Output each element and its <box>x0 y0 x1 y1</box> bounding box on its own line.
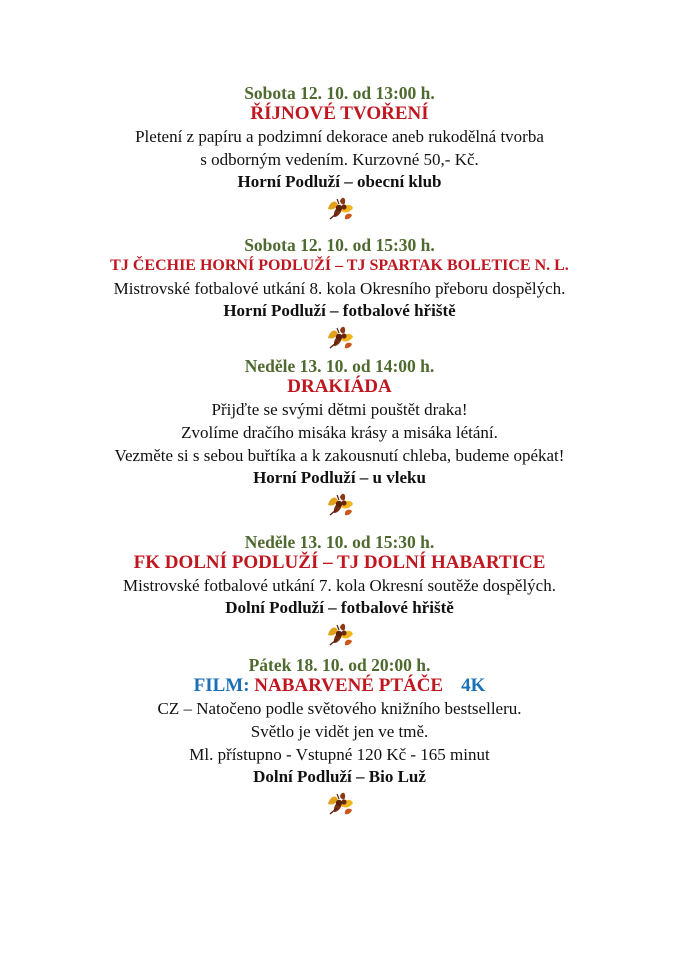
event-date: Sobota 12. 10. od 15:30 h. <box>244 235 435 255</box>
event-date: Neděle 13. 10. od 14:00 h. <box>244 356 435 376</box>
event-description-line: Ml. přístupno - Vstupné 120 Kč - 165 minut <box>189 745 490 764</box>
event-description-line: Mistrovské fotbalové utkání 7. kola Okresní soutěže dospělých. <box>123 576 556 595</box>
event-title <box>0 675 679 697</box>
event-location: Dolní Podluží – fotbalové hřiště <box>225 598 454 617</box>
autumn-leaves-icon <box>325 195 355 221</box>
event-title: ŘÍJNOVÉ TVOŘENÍ <box>250 103 429 124</box>
event-description-line: Zvolíme dračího misáka krásy a misáka létání. <box>181 423 498 442</box>
autumn-leaves-icon <box>325 491 355 517</box>
event-location: Horní Podluží – fotbalové hřiště <box>223 301 456 320</box>
event-description-line: Pletení z papíru a podzimní dekorace aneb rukodělná tvorba <box>135 127 544 146</box>
event-location: Horní Podluží – u vleku <box>253 468 426 487</box>
autumn-leaves-icon <box>325 790 355 816</box>
event-1 <box>0 83 679 221</box>
event-date: Pátek 18. 10. od 20:00 h. <box>248 655 431 675</box>
event-title: FK DOLNÍ PODLUŽÍ – TJ DOLNÍ HABARTICE <box>133 552 546 573</box>
event-title: DRAKIÁDA <box>287 376 392 397</box>
film-format-badge: 4K <box>461 675 486 696</box>
event-date: Sobota 12. 10. od 13:00 h. <box>244 83 435 103</box>
event-date: Neděle 13. 10. od 15:30 h. <box>244 532 435 552</box>
event-3 <box>0 356 679 517</box>
event-description-line: s odborným vedením. Kurzovné 50,- Kč. <box>200 150 479 169</box>
event-location: Horní Podluží – obecní klub <box>237 172 442 191</box>
autumn-leaves-icon <box>325 324 355 350</box>
event-location: Dolní Podluží – Bio Luž <box>253 767 426 786</box>
film-name: NABARVENÉ PTÁČE <box>254 675 444 696</box>
event-description-line: Přijďte se svými dětmi pouštět draka! <box>211 400 468 419</box>
autumn-leaves-icon <box>325 621 355 647</box>
film-label: FILM: <box>193 675 250 696</box>
event-title: TJ ČECHIE HORNÍ PODLUŽÍ – TJ SPARTAK BOLETICE N. L. <box>110 257 569 274</box>
event-description-line: Světlo je vidět jen ve tmě. <box>250 722 429 741</box>
event-description-line: CZ – Natočeno podle světového knižního bestselleru. <box>157 699 522 718</box>
event-description-line: Vezměte si s sebou buřtíka a k zakousnutí chleba, budeme opékat! <box>114 446 565 465</box>
event-description-line: Mistrovské fotbalové utkání 8. kola Okresního přeboru dospělých. <box>113 279 566 298</box>
event-5 <box>0 655 679 816</box>
event-2 <box>0 235 679 350</box>
event-4 <box>0 532 679 647</box>
